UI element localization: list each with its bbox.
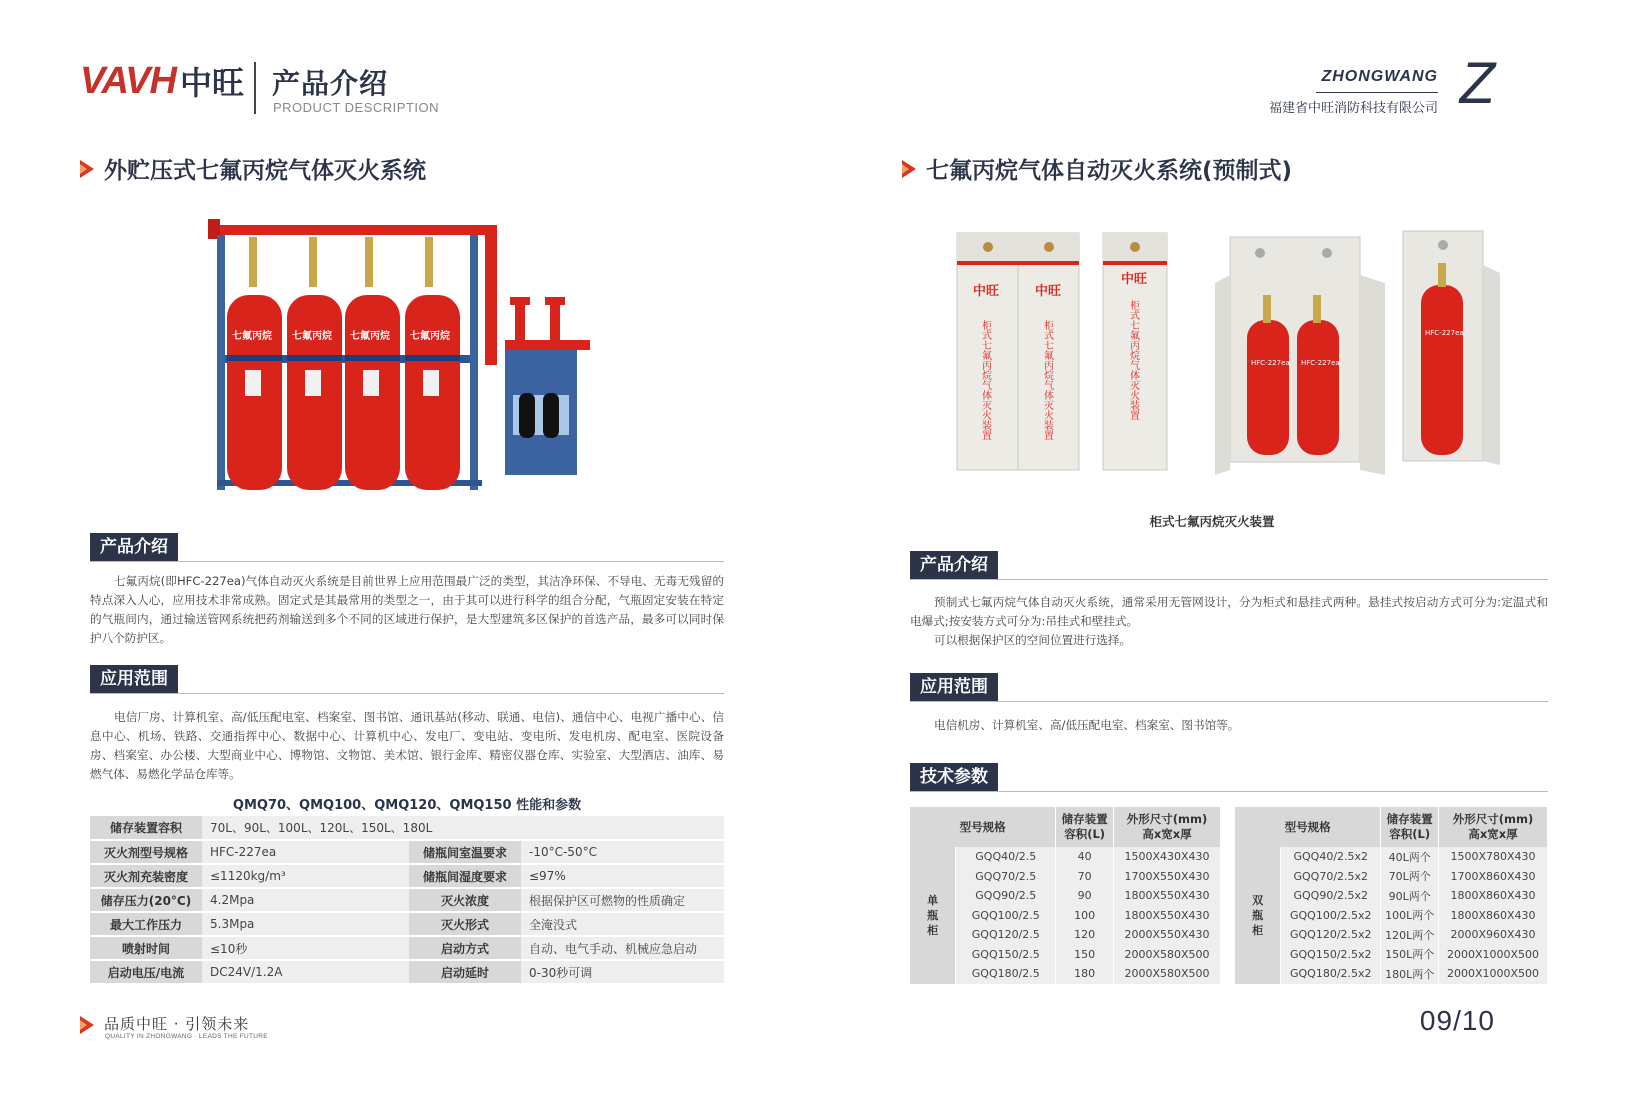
spec-value: 根据保护区可燃物的性质确定 <box>521 888 724 912</box>
logo-chinese: 中旺 <box>179 64 244 102</box>
spec-key: 储存压力(20°C) <box>90 888 202 912</box>
table-row: 双瓶柜 GQQ40/2.5x2 40L两个 1500X780X430 <box>1235 847 1548 867</box>
single-cabinet-table <box>910 807 1221 984</box>
spec-key: 启动方式 <box>409 936 521 960</box>
footer-bullet <box>80 1016 104 1038</box>
right-intro-text-2: 可以根据保护区的空间位置进行选择。 <box>934 633 1132 647</box>
double-cabinet-table <box>1235 807 1548 984</box>
table-row: GQQ180/2.5x2 180L两个 2000X1000X500 <box>1235 964 1548 984</box>
table-row: GQQ150/2.5x2 150L两个 2000X1000X500 <box>1235 945 1548 965</box>
footer-slogan-en: QUALITY IN ZHONGWANG · LEADS THE FUTURE <box>105 1033 268 1040</box>
cabinet-vertical-text: 柜式七氟丙烷气体灭火装置 <box>1041 320 1053 440</box>
table-row <box>90 960 724 984</box>
table-row: GQQ100/2.5 100 1800X550X430 <box>910 906 1221 926</box>
spec-value: DC24V/1.2A <box>202 960 409 984</box>
spec-value: 全淹没式 <box>521 912 724 936</box>
group-label <box>1235 847 1281 984</box>
spec-key: 启动电压/电流 <box>90 960 202 984</box>
spec-key: 灭火形式 <box>409 912 521 936</box>
cylinder-label: HFC-227ea <box>1251 359 1290 367</box>
table-row: GQQ100/2.5x2 100L两个 1800X860X430 <box>1235 906 1548 926</box>
footer-slogan: 品质中旺 · 引领未来 <box>104 1015 250 1033</box>
cylinder-label: 七氟丙烷 <box>292 331 332 342</box>
triangle-bullet-icon <box>80 160 94 178</box>
right-scope-text: 电信机房、计算机室、高/低压配电室、档案室、图书馆等。 <box>934 718 1240 732</box>
left-section-title: 外贮压式七氟丙烷气体灭火系统 <box>80 152 426 185</box>
left-scope-header: 应用范围 <box>90 666 724 694</box>
table-row: GQQ150/2.5 150 2000X580X500 <box>910 945 1221 965</box>
spec-table-title: QMQ70、QMQ100、QMQ120、QMQ150 性能和参数 <box>232 798 582 813</box>
header-divider <box>254 62 256 114</box>
spec-key: 启动延时 <box>409 960 521 984</box>
image-caption: 柜式七氟丙烷灭火装置 <box>1149 514 1275 529</box>
spec-value: 4.2Mpa <box>202 888 409 912</box>
table-row <box>90 936 724 960</box>
cabinet-brand: 中旺 <box>1035 284 1062 299</box>
page-subtitle: PRODUCT DESCRIPTION <box>273 100 439 115</box>
spec-key: 灭火剂型号规格 <box>90 840 202 864</box>
table-row: GQQ120/2.5 120 2000X550X430 <box>910 925 1221 945</box>
spec-key: 喷射时间 <box>90 936 202 960</box>
table-row: GQQ90/2.5 90 1800X550X430 <box>910 886 1221 906</box>
right-section-title: 七氟丙烷气体自动灭火系统(预制式) <box>902 152 1292 185</box>
spec-key: 储存装置容积 <box>90 816 202 840</box>
group-label-text: 单瓶柜 <box>927 893 939 937</box>
col-capacity: 储存装置 容积(L) <box>1056 807 1114 847</box>
right-intro-header: 产品介绍 <box>910 552 1548 580</box>
table-row <box>90 888 724 912</box>
spec-value: HFC-227ea <box>202 840 409 864</box>
tech-params-header: 技术参数 <box>910 764 1548 792</box>
right-scope-header: 应用范围 <box>910 674 1548 702</box>
table-row: 单瓶柜 GQQ40/2.5 40 1500X430X430 <box>910 847 1221 867</box>
logo-latin: VAVH <box>80 59 176 102</box>
group-label-text: 双瓶柜 <box>1252 893 1264 937</box>
spec-value: 70L、90L、100L、120L、150L、180L <box>202 816 724 840</box>
table-row <box>90 840 724 864</box>
cylinder-rack-system-image <box>205 215 605 505</box>
cylinder-label: 七氟丙烷 <box>410 331 450 342</box>
spec-value: ≤97% <box>521 864 724 888</box>
spec-value: 0-30秒可调 <box>521 960 724 984</box>
table-row <box>90 816 724 840</box>
cabinet-brand: 中旺 <box>973 284 1000 299</box>
table-row: GQQ70/2.5x2 70L两个 1700X860X430 <box>1235 867 1548 887</box>
table-row: GQQ90/2.5x2 90L两个 1800X860X430 <box>1235 886 1548 906</box>
cylinder-label: HFC-227ea <box>1425 329 1464 337</box>
cabinet-units-image <box>955 225 1525 485</box>
cabinet-brand: 中旺 <box>1121 272 1148 287</box>
cylinder-label: 七氟丙烷 <box>350 331 390 342</box>
spec-key: 储瓶间湿度要求 <box>409 864 521 888</box>
spec-key: 灭火剂充装密度 <box>90 864 202 888</box>
cabinet-vertical-text: 柜式七氟丙烷气体灭火装置 <box>1127 300 1139 420</box>
left-intro-header: 产品介绍 <box>90 534 724 562</box>
table-row: GQQ70/2.5 70 1700X550X430 <box>910 867 1221 887</box>
col-model: 型号规格 <box>910 807 1056 847</box>
group-label <box>910 847 956 984</box>
table-row: GQQ120/2.5x2 120L两个 2000X960X430 <box>1235 925 1548 945</box>
spec-value: 自动、电气手动、机械应急启动 <box>521 936 724 960</box>
col-capacity: 储存装置 容积(L) <box>1381 807 1439 847</box>
spec-value: ≤1120kg/m³ <box>202 864 409 888</box>
spec-value: -10°C-50°C <box>521 840 724 864</box>
page-number: 09/10 <box>1419 1005 1495 1036</box>
col-model: 型号规格 <box>1235 807 1381 847</box>
brand-company-name: 福建省中旺消防科技有限公司 <box>1268 101 1438 116</box>
cabinet-vertical-text: 柜式七氟丙烷气体灭火装置 <box>979 320 991 440</box>
table-row <box>90 912 724 936</box>
left-scope-text: 电信厂房、计算机室、高/低压配电室、档案室、图书馆、通讯基站(移动、联通、电信)、通信中心、电视广播中心、信息中心、机场、铁路、交通指挥中心、数据中心、计算机中心、发电厂、变电站、变电所、发电机房、配电室、医院设备房、档案室、办公楼、大型商业中心、博物馆、文物馆、美术馆、银行金库、精密仪器仓库、实验室、大型酒店、油库、易燃气体、易燃化学品仓库等。 <box>90 710 724 781</box>
spec-key: 最大工作压力 <box>90 912 202 936</box>
company-logo <box>80 58 244 104</box>
triangle-bullet-icon <box>80 1016 94 1034</box>
brand-z-mark: Z <box>1459 51 1495 116</box>
table-row: GQQ180/2.5 180 2000X580X500 <box>910 964 1221 984</box>
brand-name-en: ZHONGWANG <box>1321 68 1438 85</box>
page-title: 产品介绍 <box>272 67 389 100</box>
table-header-row <box>1235 807 1548 847</box>
spec-table <box>90 816 724 985</box>
brand-underline <box>1316 92 1438 93</box>
left-intro-text: 七氟丙烷(即HFC-227ea)气体自动灭火系统是目前世界上应用范围最广泛的类型，其洁净环保、不导电、无毒无残留的特点深入人心，应用技术非常成熟。固定式是其最常用的类型之一，由于其可以进行科学的组合分配，气瓶固定安装在特定的气瓶间内，通过输送管网系统把药剂输送到多个不同的区域进行保护，是大型建筑多区保护的首选产品，最多可以同时保护八个防护区。 <box>90 574 724 645</box>
col-dimensions: 外形尺寸(mm) 高x宽x厚 <box>1114 807 1221 847</box>
cylinder-label: 七氟丙烷 <box>232 331 272 342</box>
table-header-row <box>910 807 1221 847</box>
spec-key: 储瓶间室温要求 <box>409 840 521 864</box>
spec-value: ≤10秒 <box>202 936 409 960</box>
col-dimensions: 外形尺寸(mm) 高x宽x厚 <box>1439 807 1548 847</box>
right-intro-text: 预制式七氟丙烷气体自动灭火系统，通常采用无管网设计，分为柜式和悬挂式两种。悬挂式按启动方式可分为:定温式和电爆式;按安装方式可分为:吊挂式和壁挂式。 <box>910 595 1548 628</box>
spec-key: 灭火浓度 <box>409 888 521 912</box>
cylinder-label: HFC-227ea <box>1301 359 1340 367</box>
table-row <box>90 864 724 888</box>
spec-value: 5.3Mpa <box>202 912 409 936</box>
triangle-bullet-icon <box>902 160 916 178</box>
